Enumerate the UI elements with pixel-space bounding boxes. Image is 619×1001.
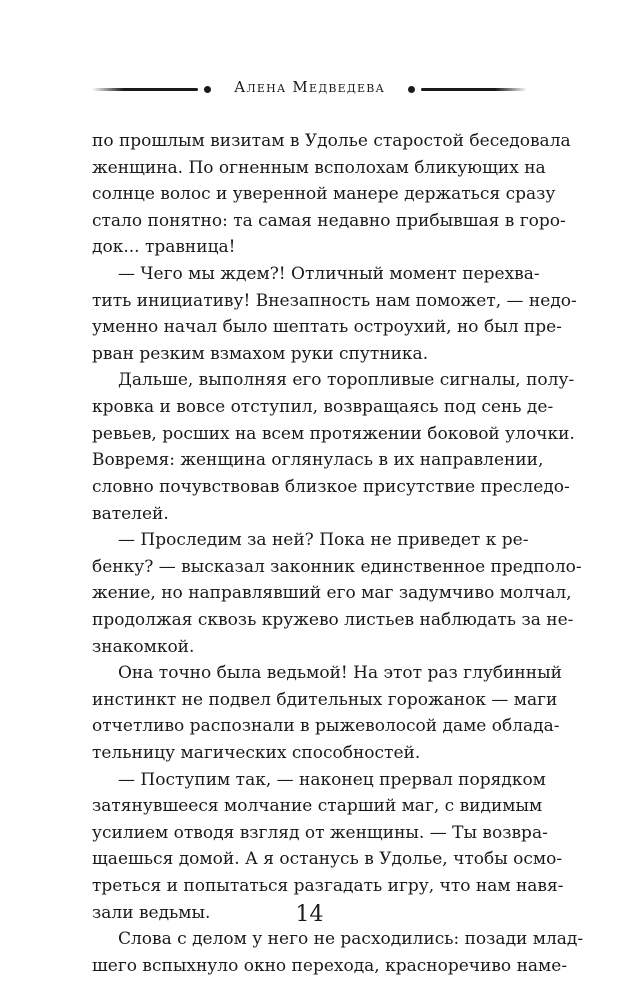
- page-number: 14: [295, 902, 324, 927]
- text-line: Слова с делом у него не расходились: позади млад-: [118, 929, 584, 950]
- text-line: — Проследим за ней? Пока не приведет к ре-: [118, 530, 529, 551]
- header-ornament-dot-left: [204, 86, 211, 93]
- text-line: уменно начал было шептать остроухий, но был пре-: [92, 317, 562, 338]
- body-text: [92, 128, 584, 980]
- text-line: рван резким взмахом руки спутника.: [92, 343, 429, 364]
- header-ornament-dot-right: [408, 86, 415, 93]
- text-line: треться и попытаться разгадать игру, что нам навя-: [92, 876, 564, 897]
- header-rule-right: [421, 88, 527, 91]
- text-line: бенку? — высказал законник единственное предполо-: [92, 556, 582, 577]
- text-line: отчетливо распознали в рыжеволосой даме облада-: [92, 716, 560, 737]
- text-line: вателей.: [92, 503, 169, 524]
- running-head-author: Алена Медведева: [233, 78, 386, 96]
- text-line: шего вспыхнуло окно перехода, красноречиво наме-: [92, 955, 568, 976]
- text-line: кровка и вовсе отступил, возвращаясь под сень де-: [92, 397, 554, 418]
- text-line: зали ведьмы.: [92, 902, 211, 923]
- text-line: ревьев, росших на всем протяжении боковой улочки.: [92, 423, 575, 444]
- text-line: словно почувствовав близкое присутствие преследо-: [92, 476, 570, 497]
- text-line: знакомкой.: [92, 636, 195, 657]
- text-line: Она точно была ведьмой! На этот раз глубинный: [118, 663, 562, 684]
- text-line: жение, но направлявший его маг задумчиво молчал,: [92, 583, 572, 604]
- text-line: затянувшееся молчание старший маг, с видимым: [92, 796, 543, 817]
- text-line: усилием отводя взгляд от женщины. — Ты возвра-: [92, 822, 548, 843]
- header-rule-left: [92, 88, 198, 91]
- text-line: инстинкт не подвел бдительных горожанок — маги: [92, 689, 558, 710]
- text-line: по прошлым визитам в Удолье старостой беседовала: [92, 131, 571, 151]
- text-line: щаешься домой. А я останусь в Удолье, чтобы осмо-: [92, 849, 563, 870]
- text-line: продолжая сквозь кружево листьев наблюдать за не-: [92, 609, 574, 630]
- text-line: — Чего мы ждем?! Отличный момент перехва-: [118, 264, 540, 285]
- text-line: тельницу магических способностей.: [92, 743, 421, 764]
- text-line: док... травница!: [92, 237, 236, 258]
- text-line: Вовремя: женщина оглянулась в их направлении,: [92, 450, 544, 471]
- text-line: стало понятно: та самая недавно прибывшая в горо-: [92, 210, 566, 231]
- running-header: [92, 76, 527, 102]
- text-line: — Поступим так, — наконец прервал порядком: [118, 769, 546, 790]
- text-line: Дальше, выполняя его торопливые сигналы, полу-: [118, 370, 575, 391]
- text-line: солнце волос и уверенной манере держаться сразу: [92, 184, 556, 205]
- text-line: женщина. По огненным всполохам бликующих на: [92, 157, 546, 178]
- text-line: тить инициативу! Внезапность нам поможет, — недо-: [92, 290, 577, 311]
